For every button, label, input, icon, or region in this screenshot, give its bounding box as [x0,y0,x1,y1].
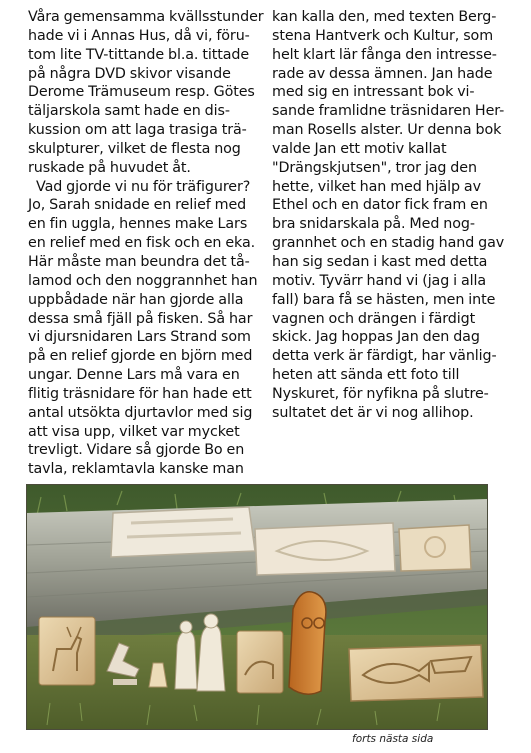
photo-scene [27,485,487,729]
body-text-line: fall) bara få se hästen, men inte [272,291,496,308]
body-text-line: kussion om att laga trasiga trä- [28,122,247,139]
body-text-line: på några DVD skivor visande [28,65,231,82]
body-text-line: skulpturer, vilket de flesta nog [28,140,241,157]
body-text-line: Ethel och en dator fick fram en [272,197,488,214]
body-text-line: Vad gjorde vi nu för träfigurer? [36,178,251,195]
body-text-line: att visa upp, vilket var mycket [28,423,240,440]
body-text-line: hade vi i Annas Hus, då vi, föru- [28,27,250,44]
body-text-line: valde Jan ett motiv kallat [272,140,447,157]
body-text-line: vi djursnidaren Lars Strand som [28,329,251,346]
body-text-line: stena Hantverk och Kultur, som [272,27,494,44]
body-text-line: en relief med en fisk och en eka. [28,235,256,252]
body-text-line: han sig sedan i kast med detta [272,253,488,270]
deer-relief-plaque [39,617,95,685]
body-text-line: täljarskola samt hade en dis- [28,103,230,120]
body-text-line: sande framlidne träsnidaren Her- [272,103,505,120]
body-text-line: en fin uggla, hennes make Lars [28,216,248,233]
body-text-line: Våra gemensamma kvällsstunder [28,9,264,25]
text-column-right [272,8,505,423]
body-text-line: Derome Trämuseum resp. Götes [28,84,255,101]
body-text-line: lamod och den noggrannhet han [28,272,258,289]
body-text-line: uppbådade när han gjorde alla [28,291,244,308]
body-text-line: med sig en intressant bok vi- [272,84,475,101]
body-text-line: vagnen och drängen i färdigt [272,310,476,327]
body-text-line: kan kalla den, med texten Berg- [272,9,497,25]
body-text-line: bra snidarskala på. Med nog- [272,216,475,233]
body-text-line: Här måste man beundra det tå- [28,253,250,270]
body-text-line: flitig träsnidare för han hade ett [28,385,252,402]
body-text-line: Nyskuret, för nyfikna på slutre- [272,385,489,402]
body-text-line: "Drängskjutsen", tror jag den [272,159,477,176]
body-text-line: tavla, reklamtavla kanske man [28,461,244,478]
sign-plaque-relief [111,507,255,557]
fish-and-boat-relief-plaque [349,645,483,701]
woodcarving-photo [26,484,488,730]
body-text-line: heten att sända ett foto till [272,367,460,384]
owl-relief-plaque [289,592,326,694]
body-text-line: ruskade på huvudet åt. [28,159,191,176]
fish-relief-plaque [255,523,395,575]
body-text-line: dessa små fjäll på fisken. Så har [28,310,253,327]
text-column-left [28,8,264,479]
body-text-line: sultatet det är vi nog allihop. [272,404,474,421]
body-text-line: motiv. Tyvärr hand vi (jag i alla [272,272,487,289]
body-text-line: på en relief gjorde en björn med [28,348,253,365]
body-text-line: rade av dessa ämnen. Jan hade [272,65,493,82]
body-text-line: detta verk är färdigt, har vänlig- [272,348,497,365]
body-text-line: antal utsökta djurtavlor med sig [28,404,253,421]
body-text-line: Jo, Sarah snidade en relief med [28,197,247,214]
body-text-line: trevligt. Vidare så gjorde Bo en [28,442,245,459]
body-text-line: ungar. Denne Lars må vara en [28,367,240,384]
square-relief-plaque [399,525,471,571]
continued-next-page-caption: forts nästa sida [352,733,434,745]
body-text-line: skick. Jag hoppas Jan den dag [272,329,480,346]
body-text-line: man Rosells alster. Ur denna bok [272,122,502,139]
body-text-line: grannhet och en stadig hand gav [272,235,505,252]
body-text-line: hette, vilket han med hjälp av [272,178,481,195]
body-text-line: tom lite TV-tittande bl.a. tittade [28,46,250,63]
bear-relief-plaque [237,631,283,693]
body-text-line: helt klart lär fånga den intresse- [272,46,497,63]
